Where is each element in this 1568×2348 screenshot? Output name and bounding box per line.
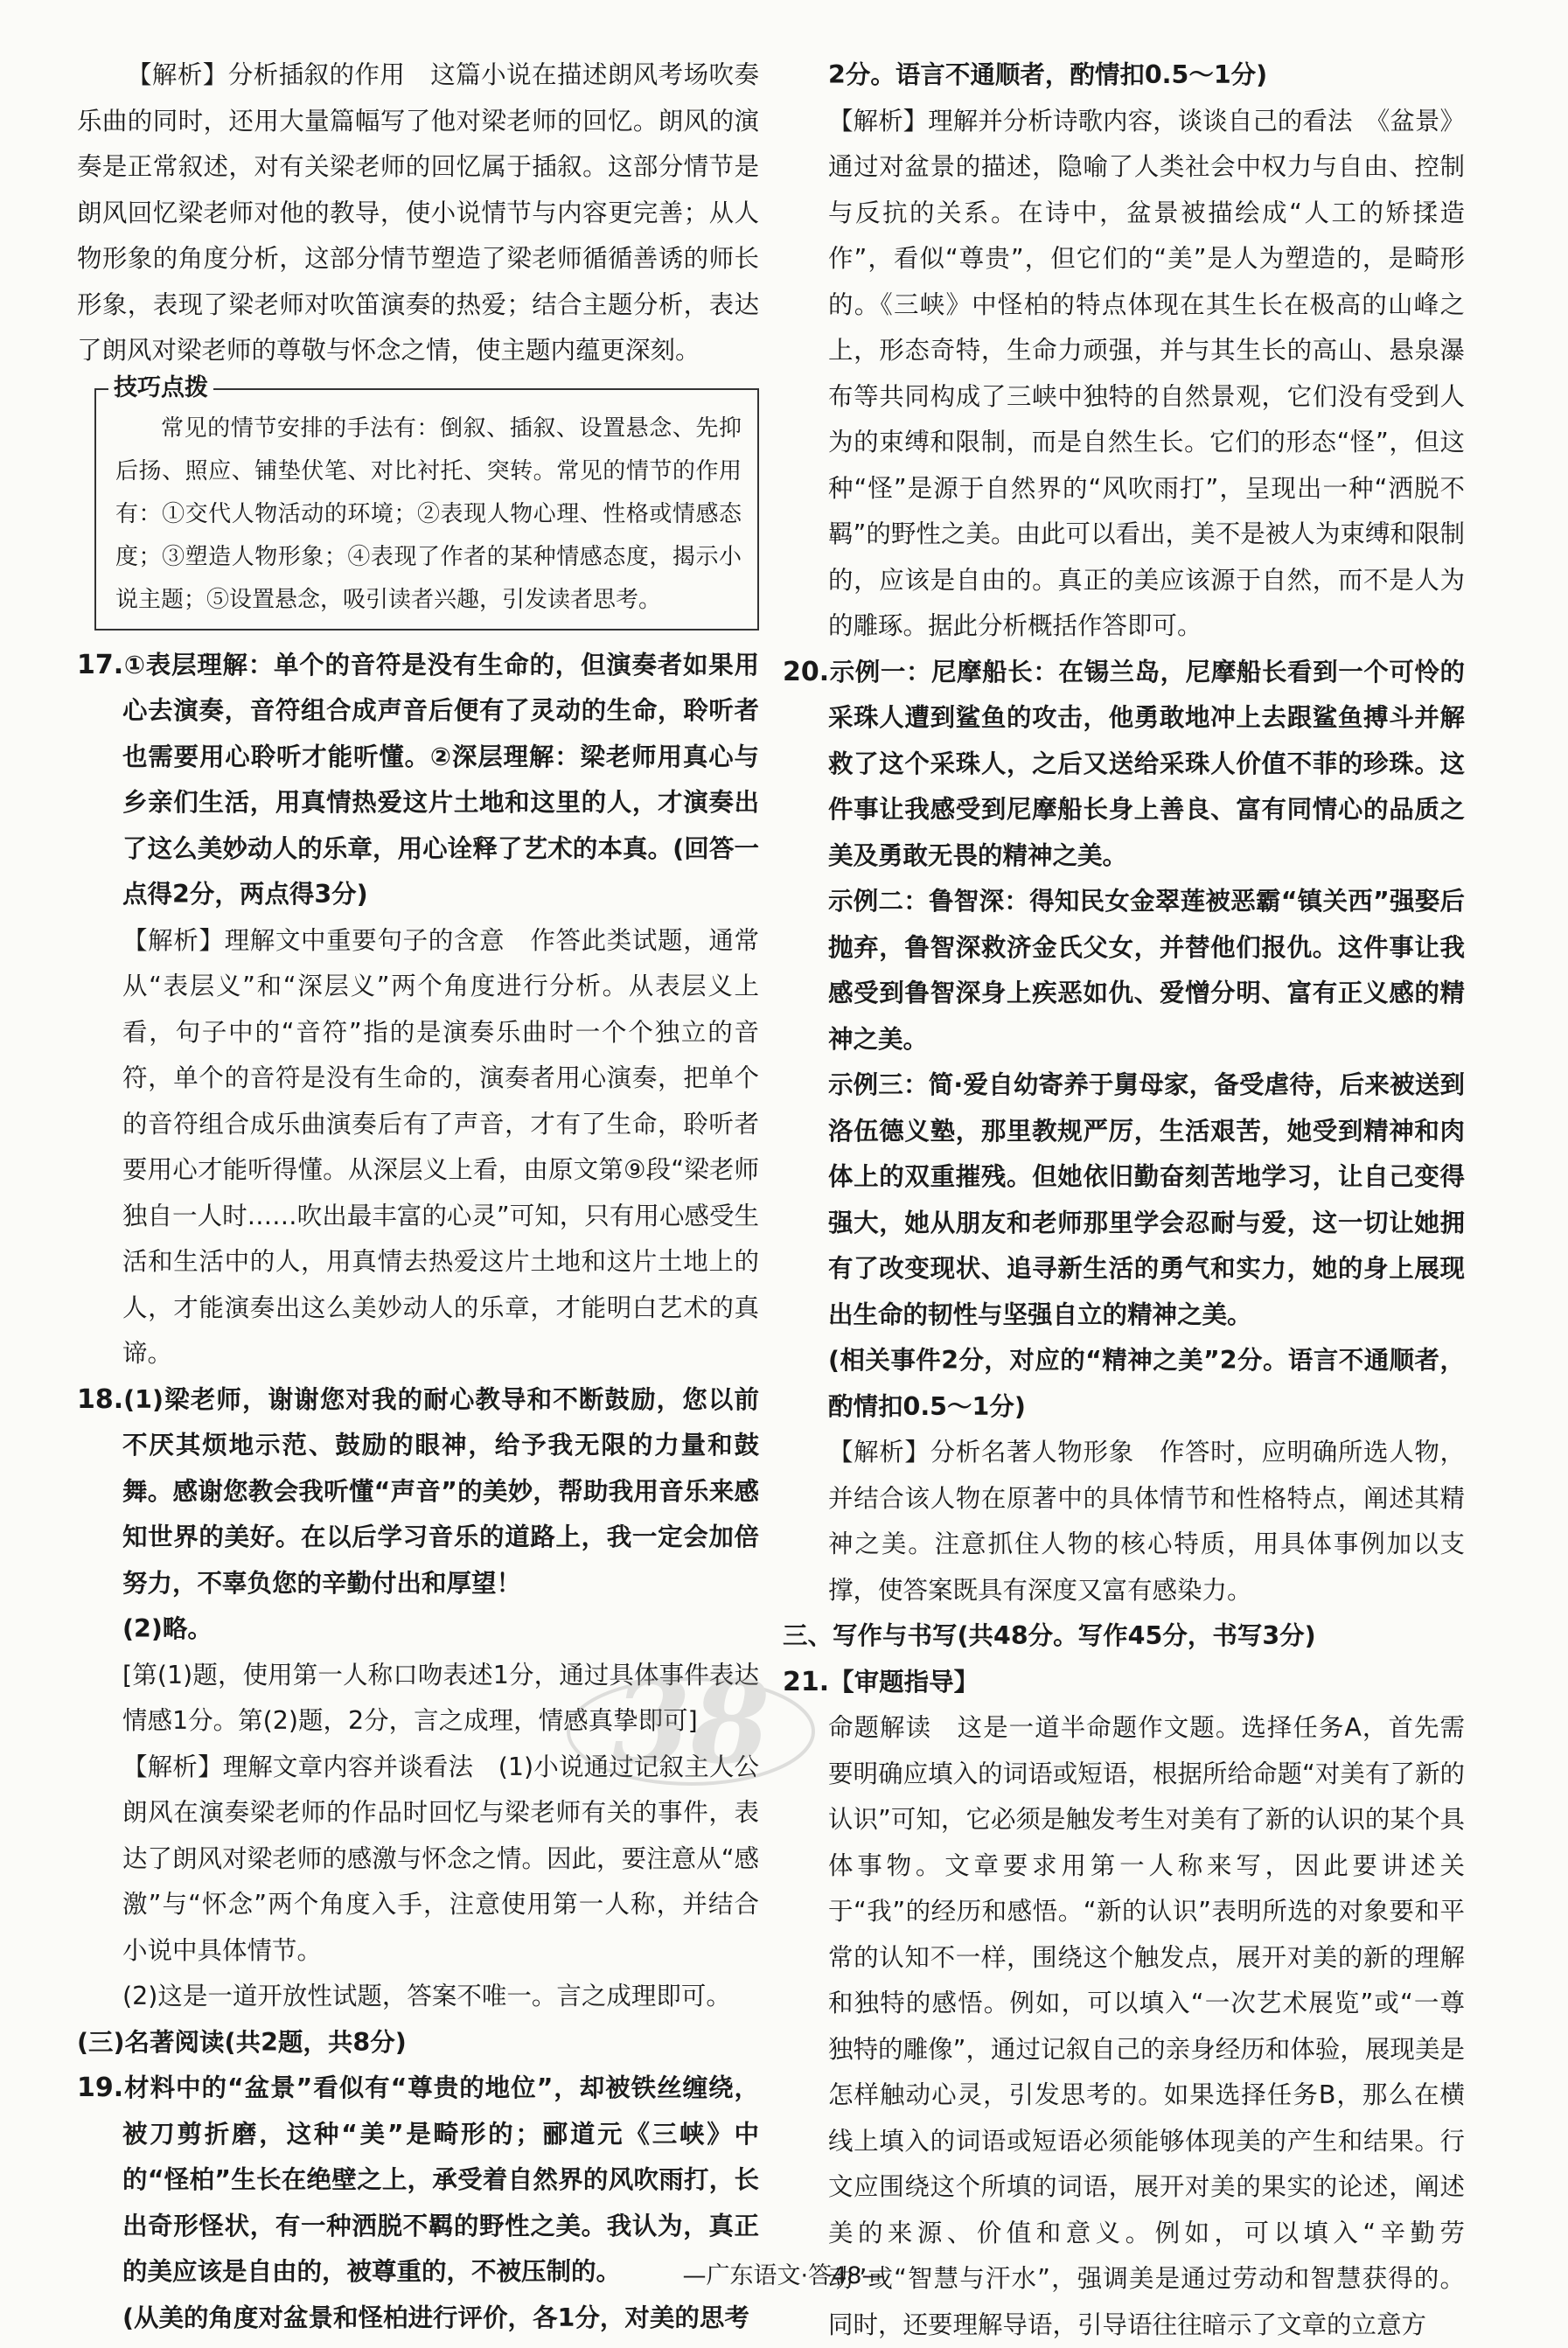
tip-box-title: 技巧点拨 bbox=[108, 373, 213, 404]
watermark-number: 38 bbox=[611, 1655, 770, 1789]
q21-guidance: 命题解读 这是一道半命题作文题。选择任务A，首先需要明确应填入的词语或短语，根据所给命题“对美有了新的认识”可知，它必须是触发考生对美有了新的认识的某个具体事物。文章要求用第一人称来写，因此要讲述关于“我”的经历和感悟。“新的认识”表明所选的对象要和平常的认知不一样，围绕这个触发点，展开对美的新的理解和独特的感悟。例如，可以填入“一次艺术展览”或“一尊独特的雕像”，通过记叙自己的亲身经历和体验，展现美是怎样触动心灵，引发思考的。如果选择任务B，那么在横线上填入的词语或短语必须能够体现美的产生和结果。行文应围绕这个所填的词语，展开对美的果实的论述，阐述美的来源、价值和意义。例如，可以填入“辛勤劳动”或“智慧与汗水”，强调美是通过劳动和智慧获得的。同时，还要理解导语，引导语往往暗示了文章的立意方 bbox=[828, 1713, 1465, 2339]
q20-example3: 示例三：简·爱自幼寄养于舅母家，备受虐待，后来被送到洛伍德义塾，那里教规严厉，生活艰苦，她受到精神和肉体上的双重摧残。但她依旧勤奋刻苦地学习，让自己变得强大，她从朋友和老师那里学会忍耐与爱，这一切让她拥有了改变现状、追寻新生活的勇气和实力，她的身上展现出生命的韧性与坚强自立的精神之美。 bbox=[828, 1070, 1465, 1329]
q18-number: 18. bbox=[77, 1383, 124, 1415]
q19-analysis: 【解析】理解并分析诗歌内容，谈谈自己的看法 《盆景》通过对盆景的描述，隐喻了人类社会中权力与自由、控制与反抗的关系。在诗中，盆景被描绘成“人工的矫揉造作”，看似“尊贵”，但它们的“美”是人为塑造的，是畸形的。《三峡》中怪柏的特点体现在其生长在极高的山峰之上，形态奇特，生命力顽强，并与其生长的高山、悬泉瀑布等共同构成了三峡中独特的自然景观，它们没有受到人为的束缚和限制，而是自然生长。它们的形态“怪”，但这种“怪”是源于自然界的“风吹雨打”，呈现出一种“洒脱不羁”的野性之美。由此可以看出，美不是被人为束缚和限制的，应该是自由的。真正的美应该源于自然，而不是人为的雕琢。据此分析概括作答即可。 bbox=[828, 106, 1465, 640]
q18-answer bbox=[77, 1377, 759, 1607]
section-heading-writing: 三、写作与书写(共48分。写作45分，书写3分) bbox=[783, 1621, 1316, 1650]
q17-number: 17. bbox=[77, 649, 124, 680]
q18-answer1-text: (1)梁老师，谢谢您对我的耐心教导和不断鼓励，您以前不厌其烦地示范、鼓励的眼神，给予我无限的力量和鼓舞。感谢您教会我听懂“声音”的美妙，帮助我用音乐来感知世界的美好。在以后学习音乐的道路上，我一定会加倍努力，不辜负您的辛勤付出和厚望！ bbox=[122, 1384, 759, 1598]
q20-example1 bbox=[783, 650, 1465, 880]
q18-analysis1: 【解析】理解文章内容并谈看法 (1)小说通过记叙主人公朗风在演奏梁老师的作品时回忆与梁老师有关的事件，表达了朗风对梁老师的感激与怀念之情。因此，要注意从“感激”与“怀念”两个角度入手，注意使用第一人称，并结合小说中具体情节。 bbox=[122, 1752, 759, 1965]
q19-number: 19. bbox=[77, 2073, 124, 2103]
q18-scoring: [第(1)题，使用第一人称口吻表述1分，通过具体事件表达情感1分。第(2)题，2分，言之成理，情感真挚即可] bbox=[122, 1660, 759, 1735]
tip-box bbox=[94, 373, 759, 631]
left-column bbox=[77, 52, 759, 2341]
q21-heading bbox=[783, 1660, 1465, 1706]
q19-scoring: (从美的角度对盆景和怪柏进行评价，各1分，对美的思考 bbox=[122, 2303, 749, 2332]
q21-heading-text: 【审题指导】 bbox=[829, 1667, 979, 1697]
q20-example2: 示例二：鲁智深：得知民女金翠莲被恶霸“镇关西”强娶后抛弃，鲁智深救济金氏父女，并替他们报仇。这件事让我感受到鲁智深身上疾恶如仇、爱憎分明、富有正义感的精神之美。 bbox=[828, 887, 1465, 1054]
q20-scoring: (相关事件2分，对应的“精神之美”2分。语言不通顺者，酌情扣0.5～1分) bbox=[828, 1346, 1465, 1421]
right-column bbox=[783, 52, 1465, 2348]
tip-box-text: 常见的情节安排的手法有：倒叙、插叙、设置悬念、先抑后扬、照应、铺垫伏笔、对比衬托、突转。常见的情节的作用有：①交代人物活动的环境；②表现人物心理、性格或情感态度；③塑造人物形象；④表现了作者的某种情感态度，揭示小说主题；⑤设置悬念，吸引读者兴趣，引发读者思考。 bbox=[115, 415, 742, 613]
q19-answer-text: 材料中的“盆景”看似有“尊贵的地位”，却被铁丝缠绕，被刀剪折磨，这种“美”是畸形的；郦道元《三峡》中的“怪柏”生长在绝壁之上，承受着自然界的风吹雨打，长出奇形怪状，有一种洒脱不羁的野性之美。我认为，真正的美应该是自由的，被尊重的，不被压制的。 bbox=[122, 2073, 759, 2286]
q20-analysis: 【解析】分析名著人物形象 作答时，应明确所选人物，并结合该人物在原著中的具体情节和性格特点，阐述其精神之美。注意抓住人物的核心特质，用具体事例加以支撑，使答案既具有深度又富有感染力。 bbox=[828, 1438, 1465, 1605]
q18-answer2: (2)略。 bbox=[122, 1614, 213, 1643]
q16-analysis: 【解析】分析插叙的作用 这篇小说在描述朗风考场吹奏乐曲的同时，还用大量篇幅写了他对梁老师的回忆。朗风的演奏是正常叙述，对有关梁老师的回忆属于插叙。这部分情节是朗风回忆梁老师对他的教导，使小说情节与内容更完善；从人物形象的角度分析，这部分情节塑造了梁老师循循善诱的师长形象，表现了梁老师对吹笛演奏的热爱；结合主题分析，表达了朗风对梁老师的尊敬与怀念之情，使主题内蕴更深刻。 bbox=[77, 60, 759, 365]
q19-scoring-cont: 2分。语言不通顺者，酌情扣0.5～1分) bbox=[828, 60, 1268, 89]
page-footer: —广东语文·答48— bbox=[682, 2262, 886, 2289]
q17-answer-text: ①表层理解：单个的音符是没有生命的，但演奏者如果用心去演奏，音符组合成声音后便有了灵动的生命，聆听者也需要用心聆听才能听懂。②深层理解：梁老师用真心与乡亲们生活，用真情热爱这片土地和这里的人，才演奏出了这么美妙动人的乐章，用心诠释了艺术的本真。(回答一点得2分，两点得3分) bbox=[122, 650, 759, 909]
q18-analysis2: (2)这是一道开放性试题，答案不唯一。言之成理即可。 bbox=[122, 1982, 731, 2010]
q20-number: 20. bbox=[783, 656, 830, 687]
q21-number: 21. bbox=[783, 1666, 830, 1697]
q17-answer bbox=[77, 643, 759, 918]
section-heading-3: (三)名著阅读(共2题，共8分) bbox=[77, 2027, 407, 2057]
q20-example1-text: 示例一：尼摩船长：在锡兰岛，尼摩船长看到一个可怜的采珠人遭到鲨鱼的攻击，他勇敢地冲上去跟鲨鱼搏斗并解救了这个采珠人，之后又送给采珠人价值不菲的珍珠。这件事让我感受到尼摩船长身上善良、富有同情心的品质之美及勇敢无畏的精神之美。 bbox=[828, 657, 1465, 870]
q17-analysis: 【解析】理解文中重要句子的含意 作答此类试题，通常从“表层义”和“深层义”两个角度进行分析。从表层义上看，句子中的“音符”指的是演奏乐曲时一个个独立的音符，单个的音符是没有生命的，演奏者用心演奏，把单个的音符组合成乐曲演奏后有了声音，才有了生命，聆听者要用心才能听得懂。从深层义上看，由原文第⑨段“梁老师独自一人时……吹出最丰富的心灵”可知，只有用心感受生活和生活中的人，用真情去热爱这片土地和这片土地上的人，才能演奏出这么美妙动人的乐章，才能明白艺术的真谛。 bbox=[122, 925, 759, 1368]
